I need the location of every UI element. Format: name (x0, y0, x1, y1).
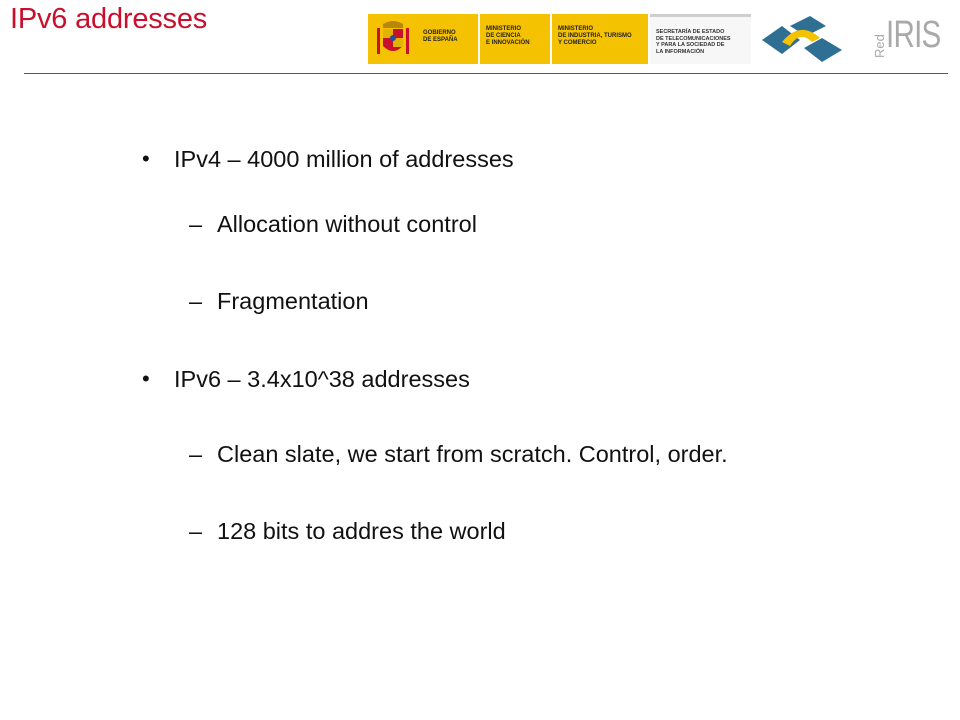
sub-bullet-text: Allocation without control (217, 211, 477, 237)
sub-bullet-text: Fragmentation (217, 288, 369, 314)
sub-bullet-marker: – (189, 441, 203, 467)
ministerio-industria-text: MINISTERIO DE INDUSTRIA, TURISMO Y COMERCIO (558, 26, 632, 46)
sub-bullet-marker: – (189, 211, 203, 237)
rediris-prefix: Red (872, 34, 887, 58)
rediris-name: IRIS (886, 14, 941, 56)
ministerio-ciencia-text: MINISTERIO DE CIENCIA E INNOVACIÓN (486, 26, 530, 46)
secretaria-text: SECRETARÍA DE ESTADO DE TELECOMUNICACIONES Y PARA LA SOCIEDAD DE LA INFORMACIÓN (656, 29, 731, 55)
bullet-text: IPv6 – 3.4x10^38 addresses (174, 366, 470, 392)
slide-title: IPv6 addresses (10, 3, 208, 35)
bullet-marker: • (142, 146, 150, 171)
bullet-marker: • (142, 366, 150, 391)
sub-bullet-marker: – (189, 518, 203, 544)
sub-bullet-text: 128 bits to addres the world (217, 518, 506, 544)
sub-bullet-marker: – (189, 288, 203, 314)
bullet-text: IPv4 – 4000 million of addresses (174, 146, 514, 172)
sub-bullet-text: Clean slate, we start from scratch. Control, order. (217, 441, 728, 467)
gobierno-text: GOBIERNO DE ESPAÑA (423, 30, 458, 43)
